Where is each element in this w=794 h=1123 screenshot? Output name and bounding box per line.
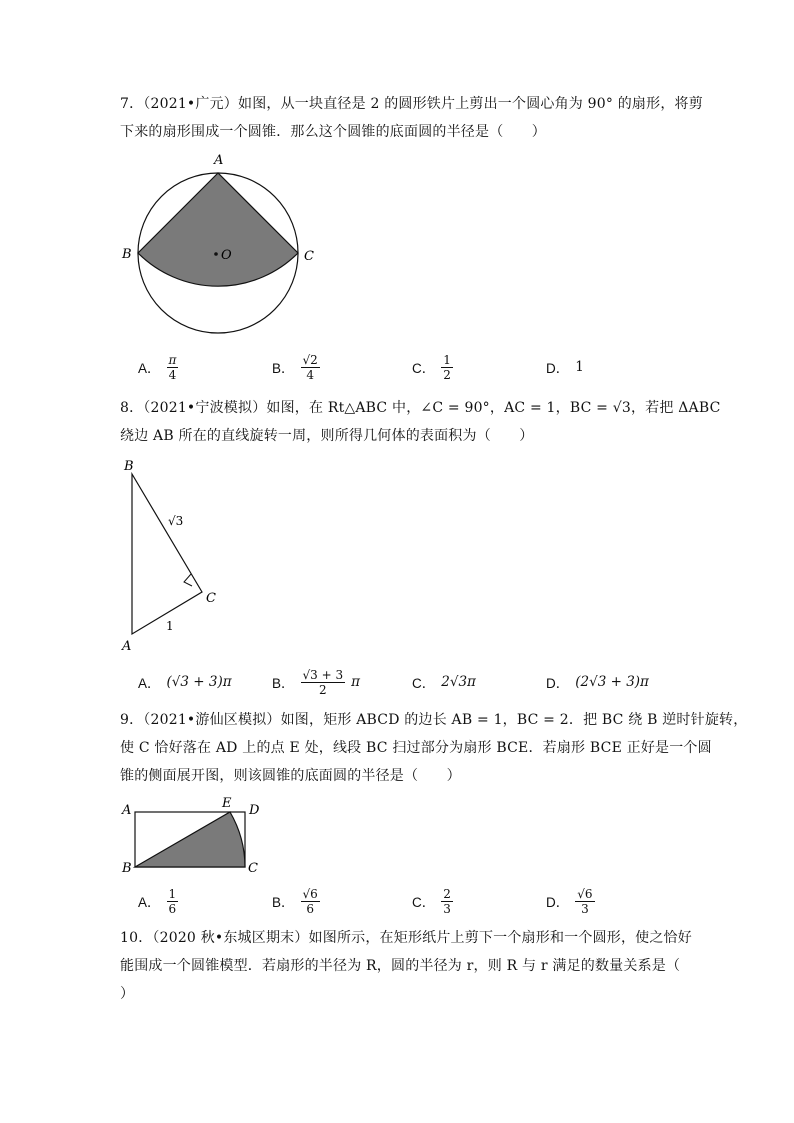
q10-line-3: ） <box>120 986 135 1002</box>
q8-option-b-fraction: $\frac{√3 + 3}{2}$ <box>302 667 344 697</box>
question-9-text <box>120 706 748 790</box>
q7-option-a[interactable]: A． $\frac{\pi}{4}$ <box>138 352 177 382</box>
q9-options <box>138 884 678 918</box>
q8-triangle <box>132 474 202 634</box>
q7-option-b-fraction: $\frac{√2}{4}$ <box>302 352 318 382</box>
q9-option-d[interactable]: D． $\frac{√6}{3}$ <box>546 886 593 916</box>
q7-line-1: 7．（2021•广元）如图，从一块直径是 2 的圆形铁片上剪出一个圆心角为 90° 的扇形，将剪 <box>120 96 703 112</box>
q9-option-b-fraction: $\frac{√6}{6}$ <box>302 886 318 916</box>
q9-option-b[interactable]: B． $\frac{√6}{6}$ <box>272 886 318 916</box>
q7-option-c[interactable]: C． $\frac{1}{2}$ <box>412 352 451 382</box>
q9-option-a-fraction: $\frac{1}{6}$ <box>168 886 177 916</box>
q7-line-2: 下来的扇形围成一个圆锥．那么这个圆锥的底面圆的半径是（ ） <box>120 124 546 140</box>
q7-sector <box>138 173 298 286</box>
q7-label-c: C <box>304 249 314 264</box>
q8-options <box>138 665 678 699</box>
q9-option-d-fraction: $\frac{√6}{3}$ <box>577 886 593 916</box>
q10-line-1: 10．（2020 秋•东城区期末）如图所示，在矩形纸片上剪下一个扇形和一个圆形，使之恰好 <box>120 930 692 946</box>
q8-label-a: A <box>122 639 132 654</box>
q7-label-o: O <box>221 248 232 263</box>
q9-line-2: 使 C 恰好落在 AD 上的点 E 处，线段 BC 扫过部分为扇形 BCE．若扇形 BCE 正好是一个圆 <box>120 740 712 756</box>
q9-option-c-fraction: $\frac{2}{3}$ <box>443 886 451 916</box>
q9-label-a: A <box>122 803 132 818</box>
q8-label-b: B <box>124 459 134 474</box>
q8-option-b[interactable]: B． $\frac{√3 + 3}{2}$ π <box>272 667 360 697</box>
q8-figure <box>116 452 236 658</box>
q7-option-b[interactable]: B． $\frac{√2}{4}$ <box>272 352 318 382</box>
q9-label-e: E <box>222 796 232 811</box>
q8-line-2: 绕边 AB 所在的直线旋转一周，则所得几何体的表面积为（ ） <box>120 428 534 444</box>
q8-line-1: 8．（2021•宁波模拟）如图，在 Rt△ABC 中，∠C = 90°，AC = 1，BC = √3，若把 ΔABC <box>120 400 721 416</box>
q8-option-a[interactable]: A． (√3 + 3)π <box>138 674 232 691</box>
question-7-text <box>120 90 703 146</box>
q8-option-d[interactable]: D． (2√3 + 3)π <box>546 674 649 691</box>
q7-option-a-fraction: $\frac{\pi}{4}$ <box>168 352 177 382</box>
question-10-text <box>120 924 692 1008</box>
q7-option-d[interactable]: D． 1 <box>546 359 584 376</box>
q9-sector <box>135 812 245 867</box>
q10-line-2: 能围成一个圆锥模型．若扇形的半径为 R，圆的半径为 r，则 R 与 r 满足的数量关系是（ <box>120 958 681 974</box>
q7-option-c-fraction: $\frac{1}{2}$ <box>443 352 451 382</box>
q7-figure <box>118 148 318 348</box>
q8-side-ac-label: 1 <box>166 619 174 633</box>
q8-right-angle-mark <box>184 574 192 586</box>
q8-option-c[interactable]: C． 2√3π <box>412 674 476 691</box>
q9-label-d: D <box>249 803 260 818</box>
q9-label-c: C <box>248 861 258 876</box>
q8-side-bc-label: √3 <box>168 514 184 528</box>
q7-label-a: A <box>214 153 224 168</box>
q9-line-3: 锥的侧面展开图，则该圆锥的底面圆的半径是（ ） <box>120 768 461 784</box>
q7-label-b: B <box>122 247 132 262</box>
q9-label-b: B <box>122 861 132 876</box>
q7-center-point <box>214 252 218 256</box>
q9-line-1: 9．（2021•游仙区模拟）如图，矩形 ABCD 的边长 AB = 1，BC = 2．把 BC 绕 B 逆时针旋转， <box>120 712 748 728</box>
question-8-text <box>120 394 721 450</box>
q9-option-c[interactable]: C． $\frac{2}{3}$ <box>412 886 451 916</box>
q9-figure <box>118 794 268 876</box>
q9-option-a[interactable]: A． $\frac{1}{6}$ <box>138 886 177 916</box>
q8-label-c: C <box>206 591 216 606</box>
q7-options <box>138 350 678 384</box>
